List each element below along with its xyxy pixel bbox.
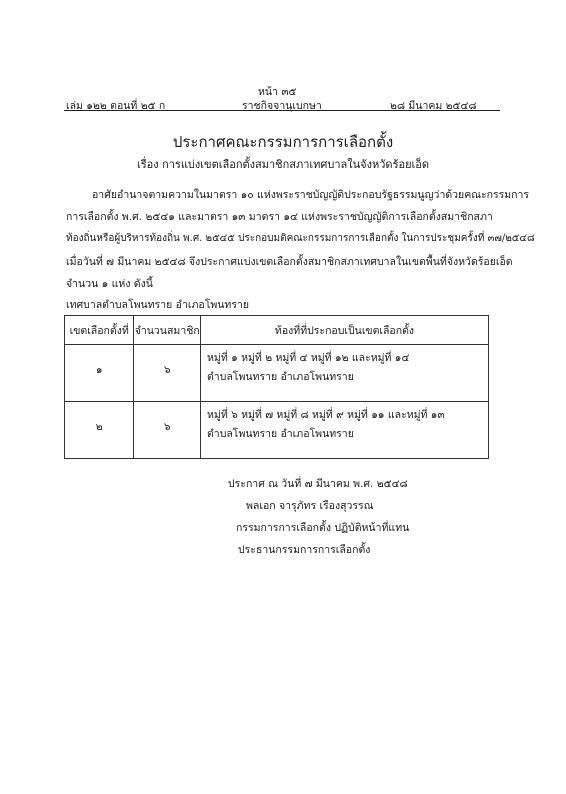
signatory-position: กรรมการการเลือกตั้ง ปฏิบัติหน้าที่แทน [236,522,410,534]
body-line: ท้องถิ่นหรือผู้บริหารท้องถิ่น พ.ศ. ๒๕๔๕ ประกอบมติคณะกรรมการการเลือกตั้ง ในการประชุมครั้งที่ ๓๗/๒๕๔๘ [66,233,535,244]
publication-date: ๒๘ มีนาคม ๒๕๔๘ [390,100,477,112]
body-line: เมื่อวันที่ ๗ มีนาคม ๒๕๔๘ จึงประกาศแบ่งเขตเลือกตั้งสมาชิกสภาเทศบาลในเขตพื้นที่จังหวัดร้อยเอ็ด [66,256,513,268]
gazette-name: ราชกิจจานุเบกษา [242,100,322,112]
header-areas: ท้องที่ที่ประกอบเป็นเขตเลือกตั้ง [200,316,488,345]
zone-number: ๑ [65,345,134,402]
document-subject: เรื่อง การแบ่งเขตเลือกตั้งสมาชิกสภาเทศบาลในจังหวัดร้อยเอ็ด [136,158,430,171]
announcement-date: ประกาศ ณ วันที่ ๗ มีนาคม พ.ศ. ๒๕๔๘ [228,478,408,490]
zone-area-line: หมู่ที่ ๑ หมู่ที่ ๒ หมู่ที่ ๔ หมู่ที่ ๑๒ และหมู่ที่ ๑๔ [206,352,410,364]
document-title: ประกาศคณะกรรมการการเลือกตั้ง [172,133,394,151]
signatory-role: ประธานกรรมการการเลือกตั้ง [238,544,371,556]
zone-number: ๒ [65,402,134,459]
zone-areas [200,345,488,402]
municipality-name: เทศบาลตำบลโพนทราย อำเภอโพนทราย [66,299,250,311]
body-line: อาศัยอำนาจตามความในมาตรา ๑๐ แห่งพระราชบัญญัติประกอบรัฐธรรมนูญว่าด้วยคณะกรรมการ [92,189,530,201]
zone-area-line: ตำบลโพนทราย อำเภอโพนทราย [206,371,354,383]
table-header-row [65,316,489,345]
member-count: ๖ [134,402,201,459]
zone-areas [200,402,488,459]
member-count: ๖ [134,345,201,402]
header-members: จำนวนสมาชิก [134,316,201,345]
zone-area-line: ตำบลโพนทราย อำเภอโพนทราย [206,428,354,440]
electoral-zones-table [64,315,489,459]
signatory-name: พลเอก จารุภัทร เรืองสุวรรณ [246,500,374,512]
page-number: หน้า ๓๕ [258,86,297,98]
header-zone: เขตเลือกตั้งที่ [65,316,134,345]
volume-issue: เล่ม ๑๒๒ ตอนที่ ๒๕ ก [66,100,166,112]
body-line: จำนวน ๑ แห่ง ดังนี้ [66,278,153,290]
zone-area-line: หมู่ที่ ๖ หมู่ที่ ๗ หมู่ที่ ๘ หมู่ที่ ๙ หมู่ที่ ๑๑ และหมู่ที่ ๑๓ [206,409,445,421]
table-row [65,345,489,402]
body-line: การเลือกตั้ง พ.ศ. ๒๕๔๑ และมาตรา ๑๓ มาตรา ๑๔ แห่งพระราชบัญญัติการเลือกตั้งสมาชิกสภา [66,211,493,223]
table-row [65,402,489,459]
header-divider [64,110,500,111]
